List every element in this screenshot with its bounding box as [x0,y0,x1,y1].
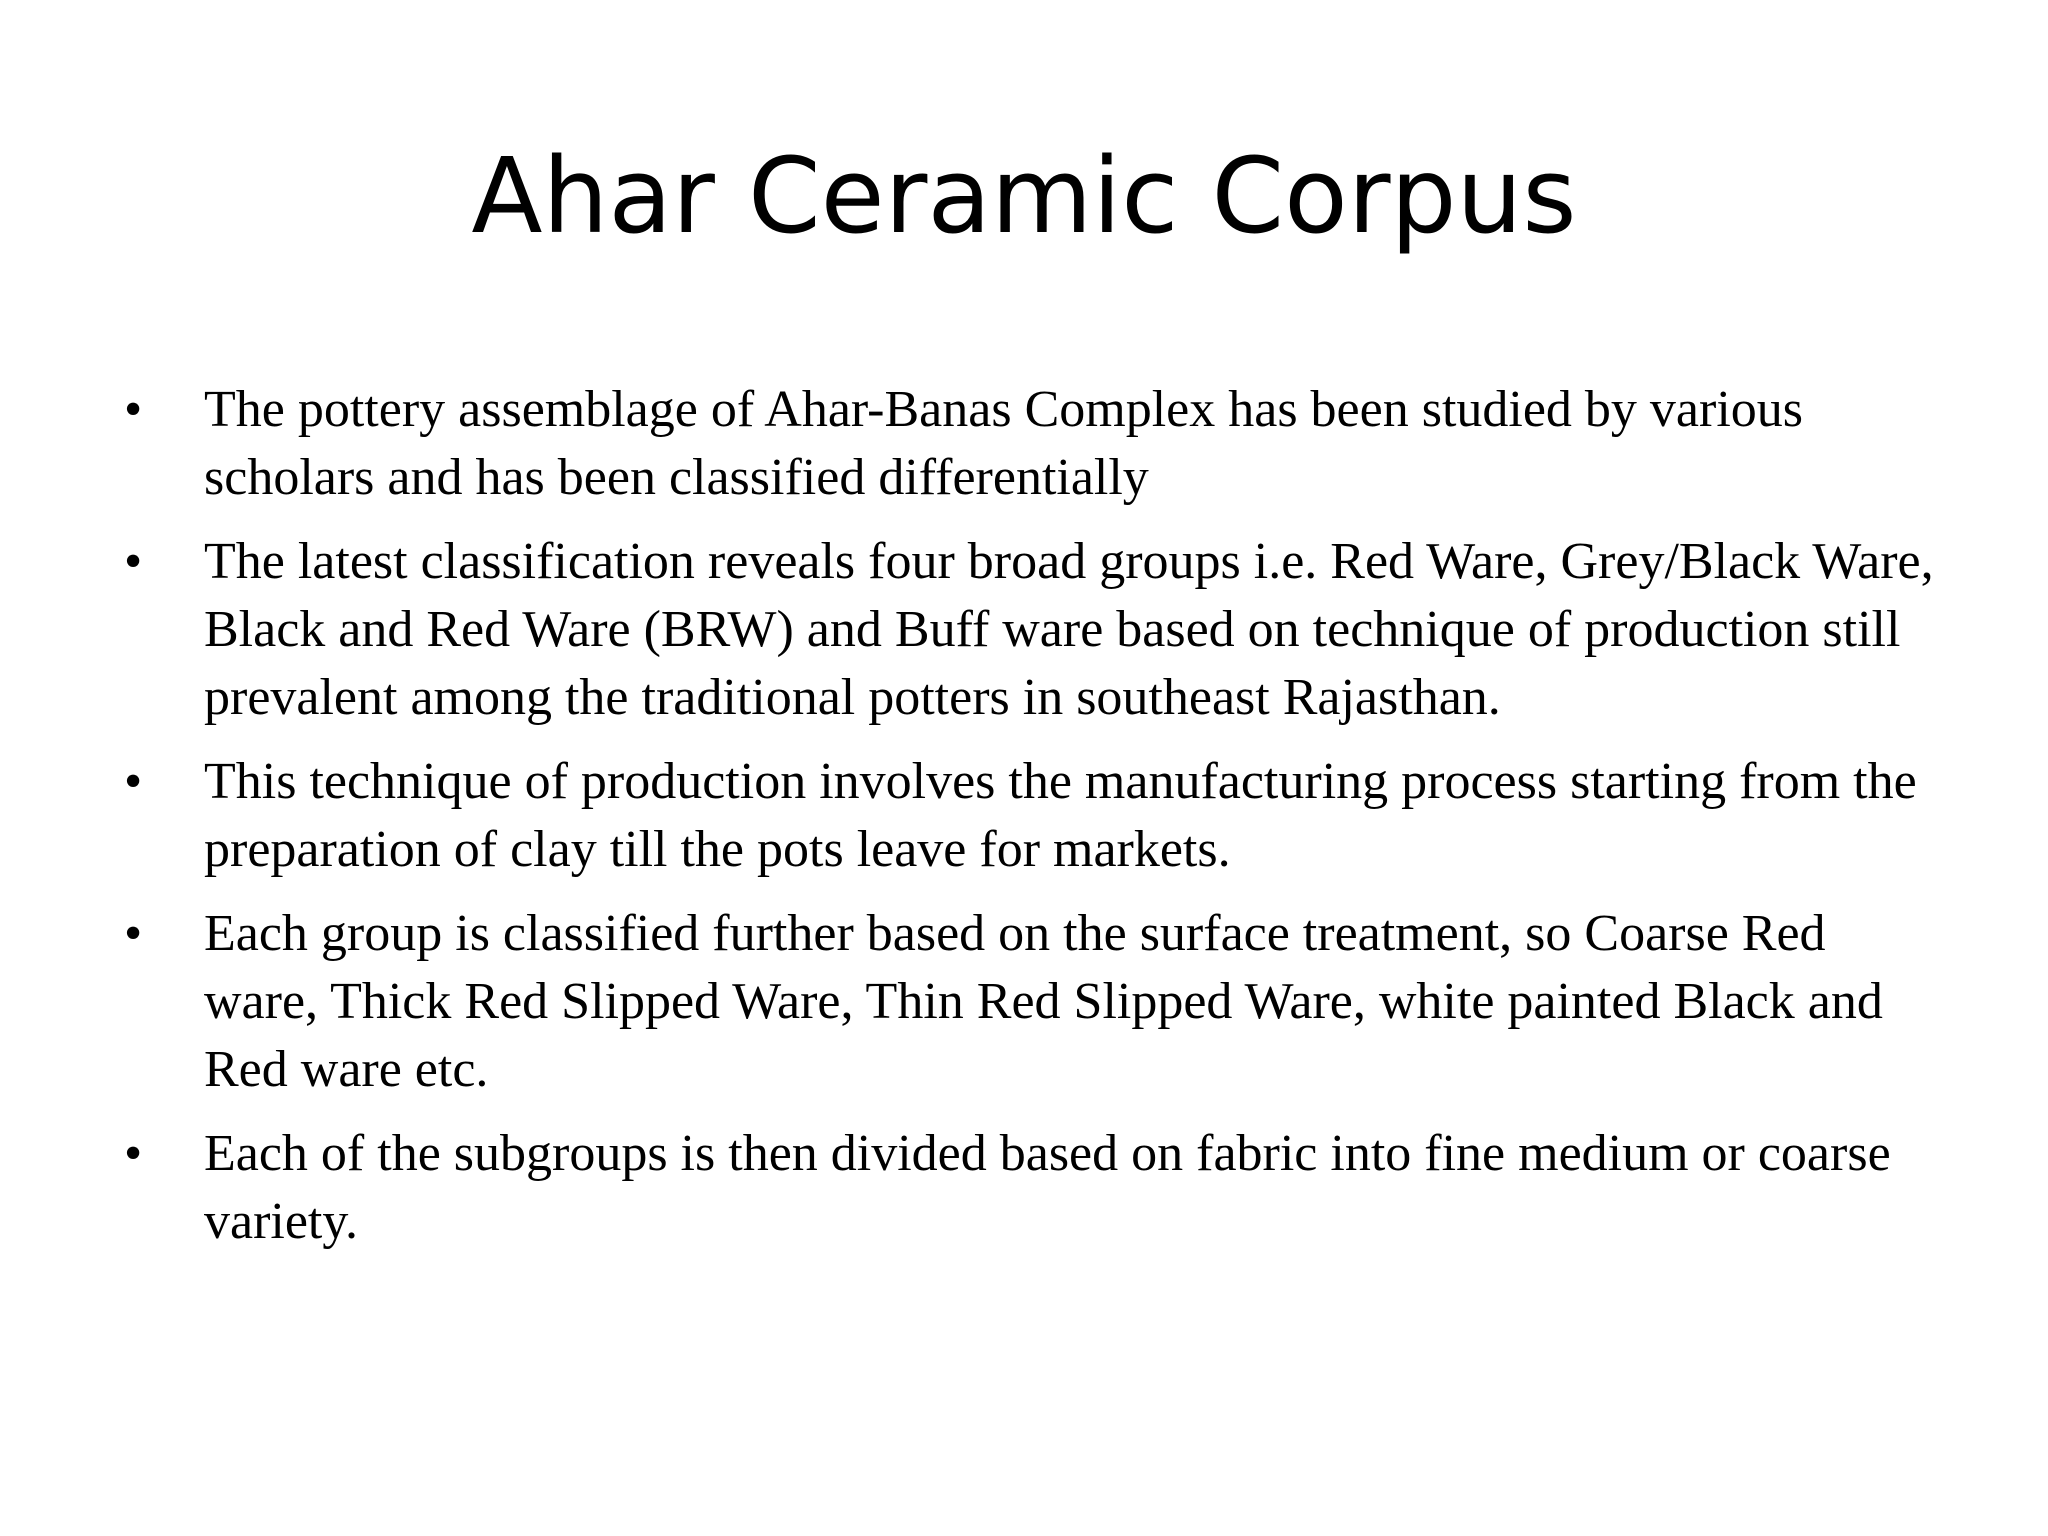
bullet-item [124,900,1944,1104]
bullet-list [124,376,1944,1272]
bullet-text: The latest classification reveals four broad groups i.e. Red Ware, Grey/Black Ware, Black and Red Ware (BRW) and Buff ware based on technique of production still prevalent among the traditional potters in southeast Rajasthan. [204,533,1934,726]
bullet-dot: • [124,1125,143,1182]
bullet-dot: • [124,753,143,810]
bullet-item [124,748,1944,884]
bullet-text: Each group is classified further based on the surface treatment, so Coarse Red ware, Thick Red Slipped Ware, Thin Red Slipped Ware, white painted Black and Red ware etc. [204,905,1883,1098]
bullet-text: Each of the subgroups is then divided based on fabric into fine medium or coarse variety. [204,1125,1891,1250]
bullet-text: The pottery assemblage of Ahar-Banas Complex has been studied by various scholars and has been classified differentially [204,381,1803,506]
bullet-item [124,1120,1944,1256]
slide-title: Ahar Ceramic Corpus [471,135,1577,257]
bullet-dot: • [124,533,143,590]
bullet-item [124,376,1944,512]
bullet-item [124,528,1944,732]
bullet-text: This technique of production involves the manufacturing process starting from the preparation of clay till the pots leave for markets. [204,753,1917,878]
bullet-dot: • [124,905,143,962]
bullet-dot: • [124,381,143,438]
